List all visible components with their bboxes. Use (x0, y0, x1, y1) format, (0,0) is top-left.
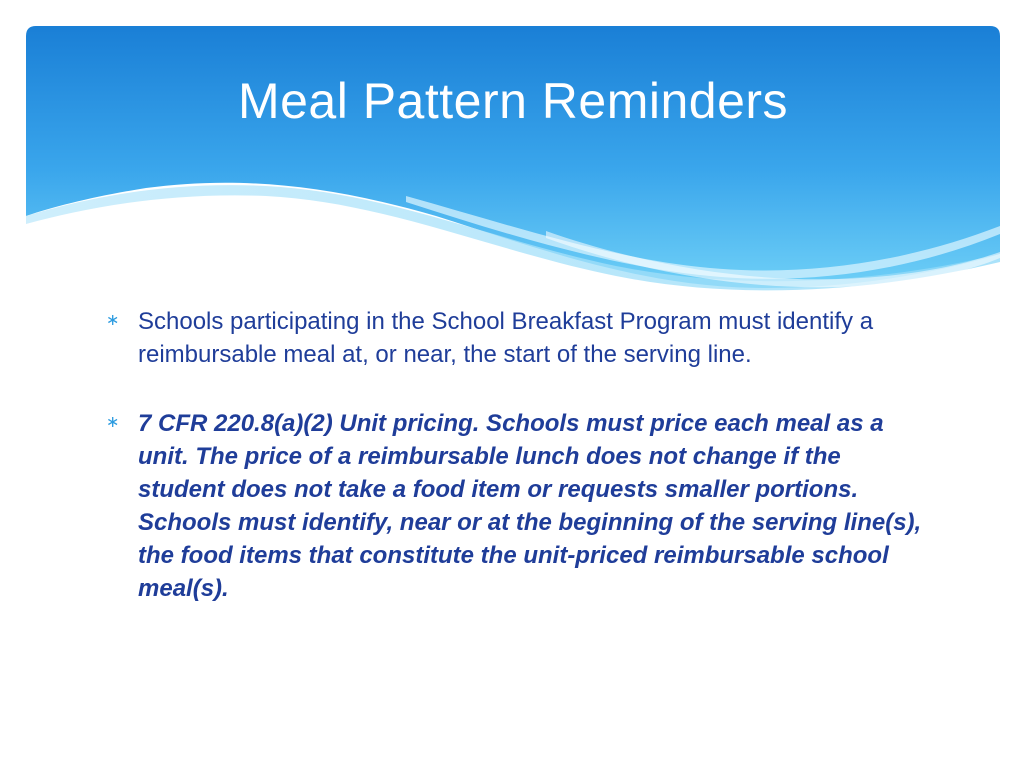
bullet-text: Schools participating in the School Breakfast Program must identify a reimbursable meal at, or near, the start of the serving line. (138, 308, 874, 368)
header-band (26, 26, 1000, 326)
header-wave-graphic (26, 26, 1000, 326)
list-item (104, 305, 934, 371)
slide-title: Meal Pattern Reminders (237, 73, 789, 129)
list-item (104, 407, 934, 605)
asterisk-bullet-icon: ∗ (106, 414, 120, 431)
asterisk-bullet-icon: ∗ (106, 312, 120, 329)
bullet-text-regulation: 7 CFR 220.8(a)(2) Unit pricing. Schools must price each meal as a unit. The price of a reimbursable lunch does not change if the student does not take a food item or requests smaller portions. Schools must identify, near or at the beginning of the serving line(s), the food items that constitute the unit-priced reimbursable school meal(s). (138, 410, 922, 602)
bullet-list (104, 305, 934, 605)
